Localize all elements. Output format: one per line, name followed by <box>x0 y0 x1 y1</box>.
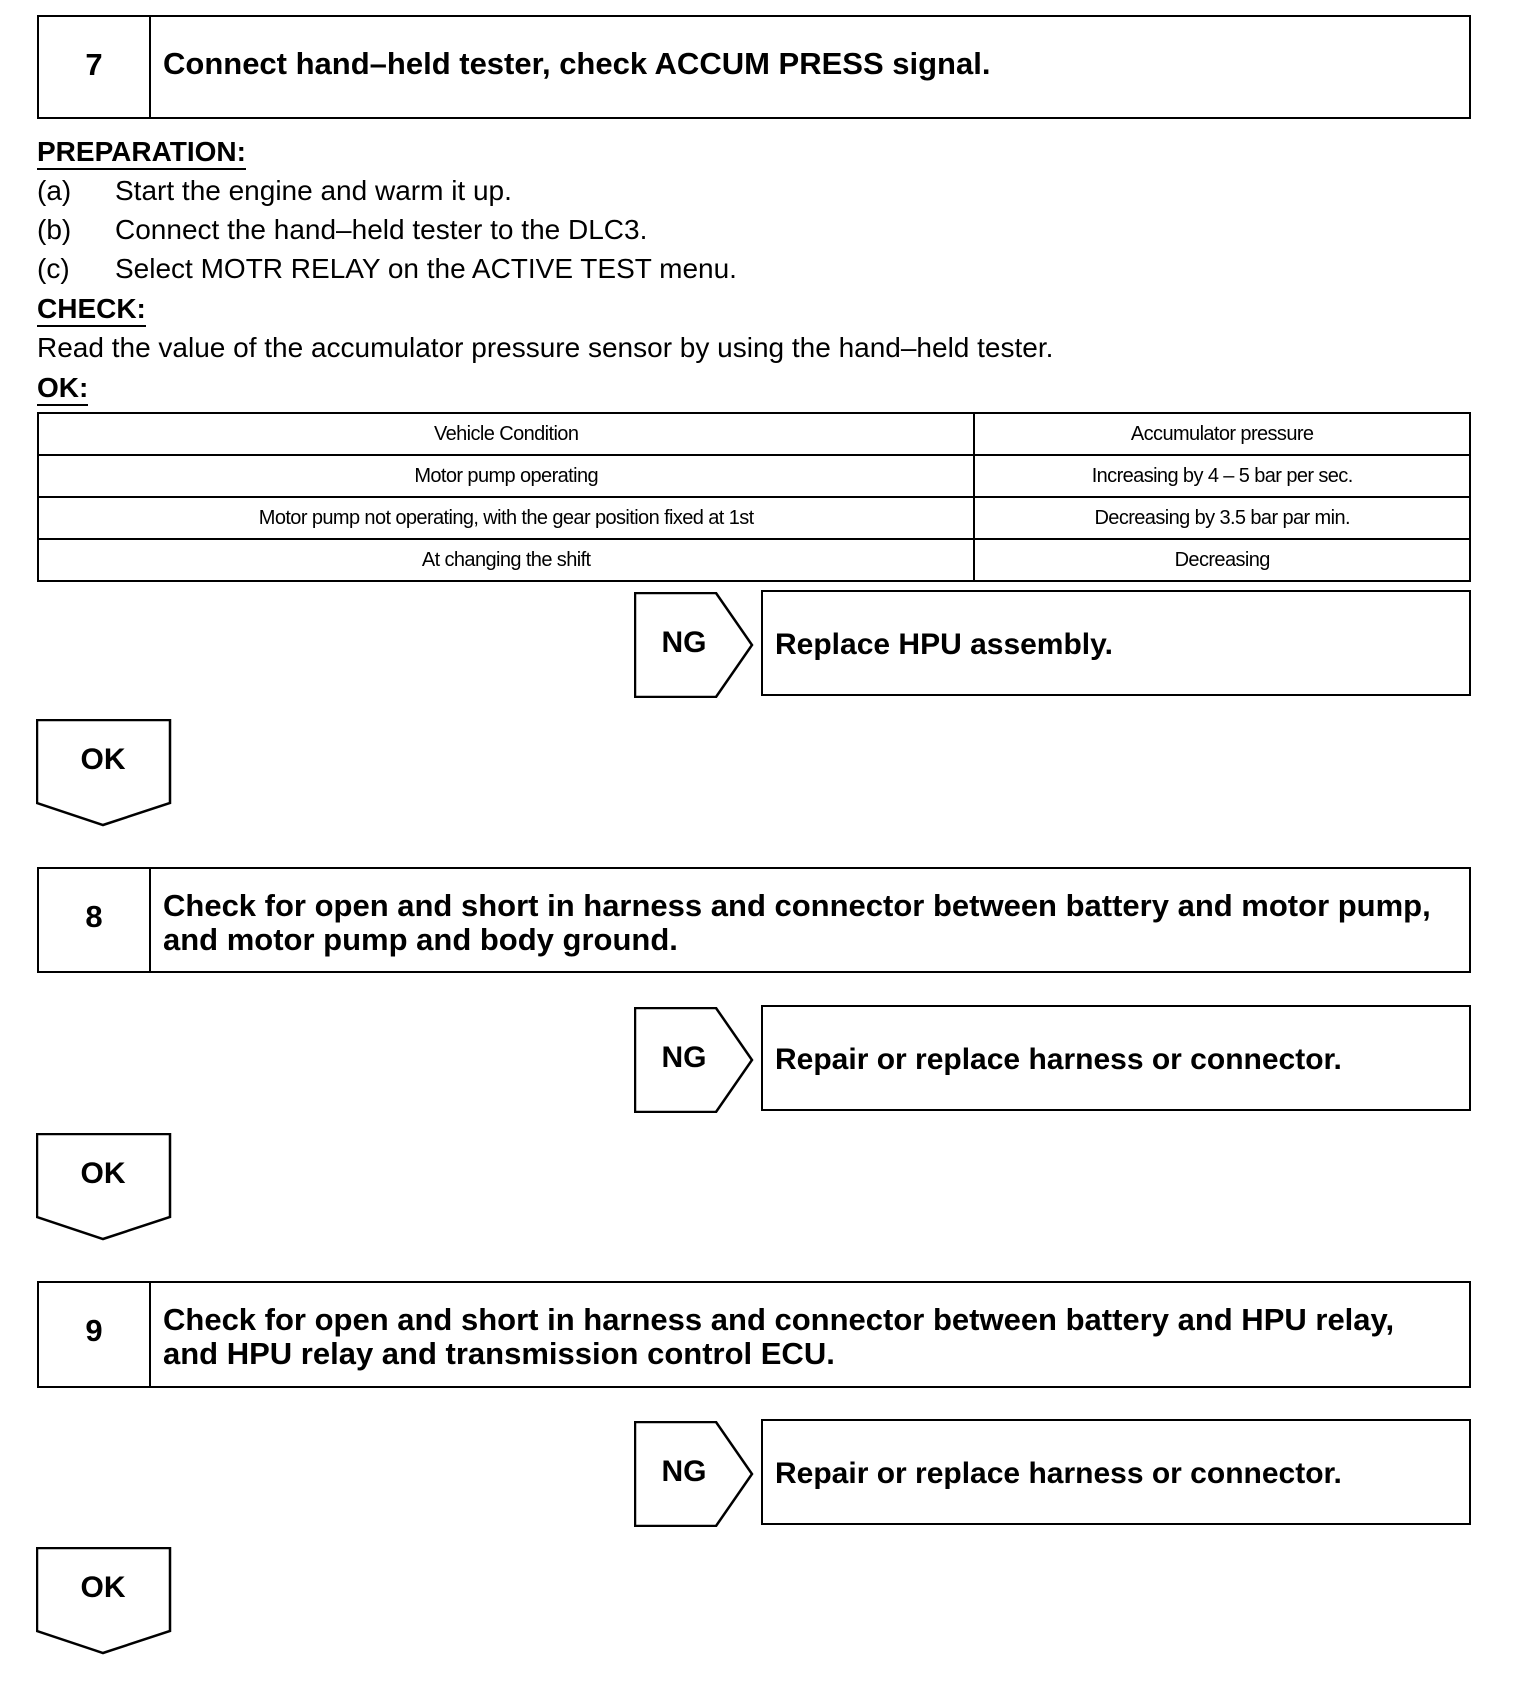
step-number: 9 <box>39 1283 151 1386</box>
table-cell: At changing the shift <box>38 539 974 581</box>
table-row <box>38 497 1470 539</box>
step-title: Check for open and short in harness and connector between battery and motor pump, and motor pump and body ground. <box>163 888 1431 957</box>
ng-label: NG <box>661 1041 707 1074</box>
ng-action-box: Repair or replace harness or connector. <box>761 1005 1471 1111</box>
check-text: Read the value of the accumulator pressure sensor by using the hand–held tester. <box>37 332 1054 363</box>
step-title: Check for open and short in harness and connector between battery and HPU relay, and HPU relay and transmission control ECU. <box>163 1302 1395 1371</box>
prep-item: (a) Start the engine and warm it up. <box>37 175 512 206</box>
header-cell: Vehicle Condition <box>38 413 974 455</box>
ok-criteria-table <box>37 412 1471 582</box>
ok-label: OK <box>80 1571 126 1604</box>
ng-label: NG <box>661 626 707 659</box>
table-cell: Motor pump not operating, with the gear position fixed at 1st <box>38 497 974 539</box>
ok-arrow <box>36 719 172 827</box>
step-number: 8 <box>39 869 151 971</box>
ok-label: OK: <box>37 372 88 406</box>
ok-arrow <box>36 1133 172 1241</box>
table-cell: Motor pump operating <box>38 455 974 497</box>
ng-action-box: Replace HPU assembly. <box>761 590 1471 696</box>
check-label: CHECK: <box>37 293 146 327</box>
prep-item: (c) Select MOTR RELAY on the ACTIVE TEST menu. <box>37 253 737 284</box>
ok-label: OK <box>80 1157 126 1190</box>
table-row <box>38 539 1470 581</box>
prep-item: (b) Connect the hand–held tester to the DLC3. <box>37 214 648 245</box>
preparation-label: PREPARATION: <box>37 136 246 170</box>
ng-label: NG <box>661 1455 707 1488</box>
ng-action-box: Repair or replace harness or connector. <box>761 1419 1471 1525</box>
step-7-box <box>37 15 1471 119</box>
step-title: Connect hand–held tester, check ACCUM PRESS signal. <box>163 46 991 81</box>
ng-arrow <box>634 592 754 698</box>
ng-arrow <box>634 1007 754 1113</box>
header-cell: Accumulator pressure <box>974 413 1470 455</box>
table-header-row <box>38 413 1470 455</box>
step-number: 7 <box>39 17 151 117</box>
ok-arrow <box>36 1547 172 1655</box>
step-8-box <box>37 867 1471 973</box>
table-cell: Decreasing <box>974 539 1470 581</box>
ok-label: OK <box>80 743 126 776</box>
table-row <box>38 455 1470 497</box>
ng-arrow <box>634 1421 754 1527</box>
table-cell: Decreasing by 3.5 bar par min. <box>974 497 1470 539</box>
step-9-box <box>37 1281 1471 1388</box>
table-cell: Increasing by 4 – 5 bar per sec. <box>974 455 1470 497</box>
